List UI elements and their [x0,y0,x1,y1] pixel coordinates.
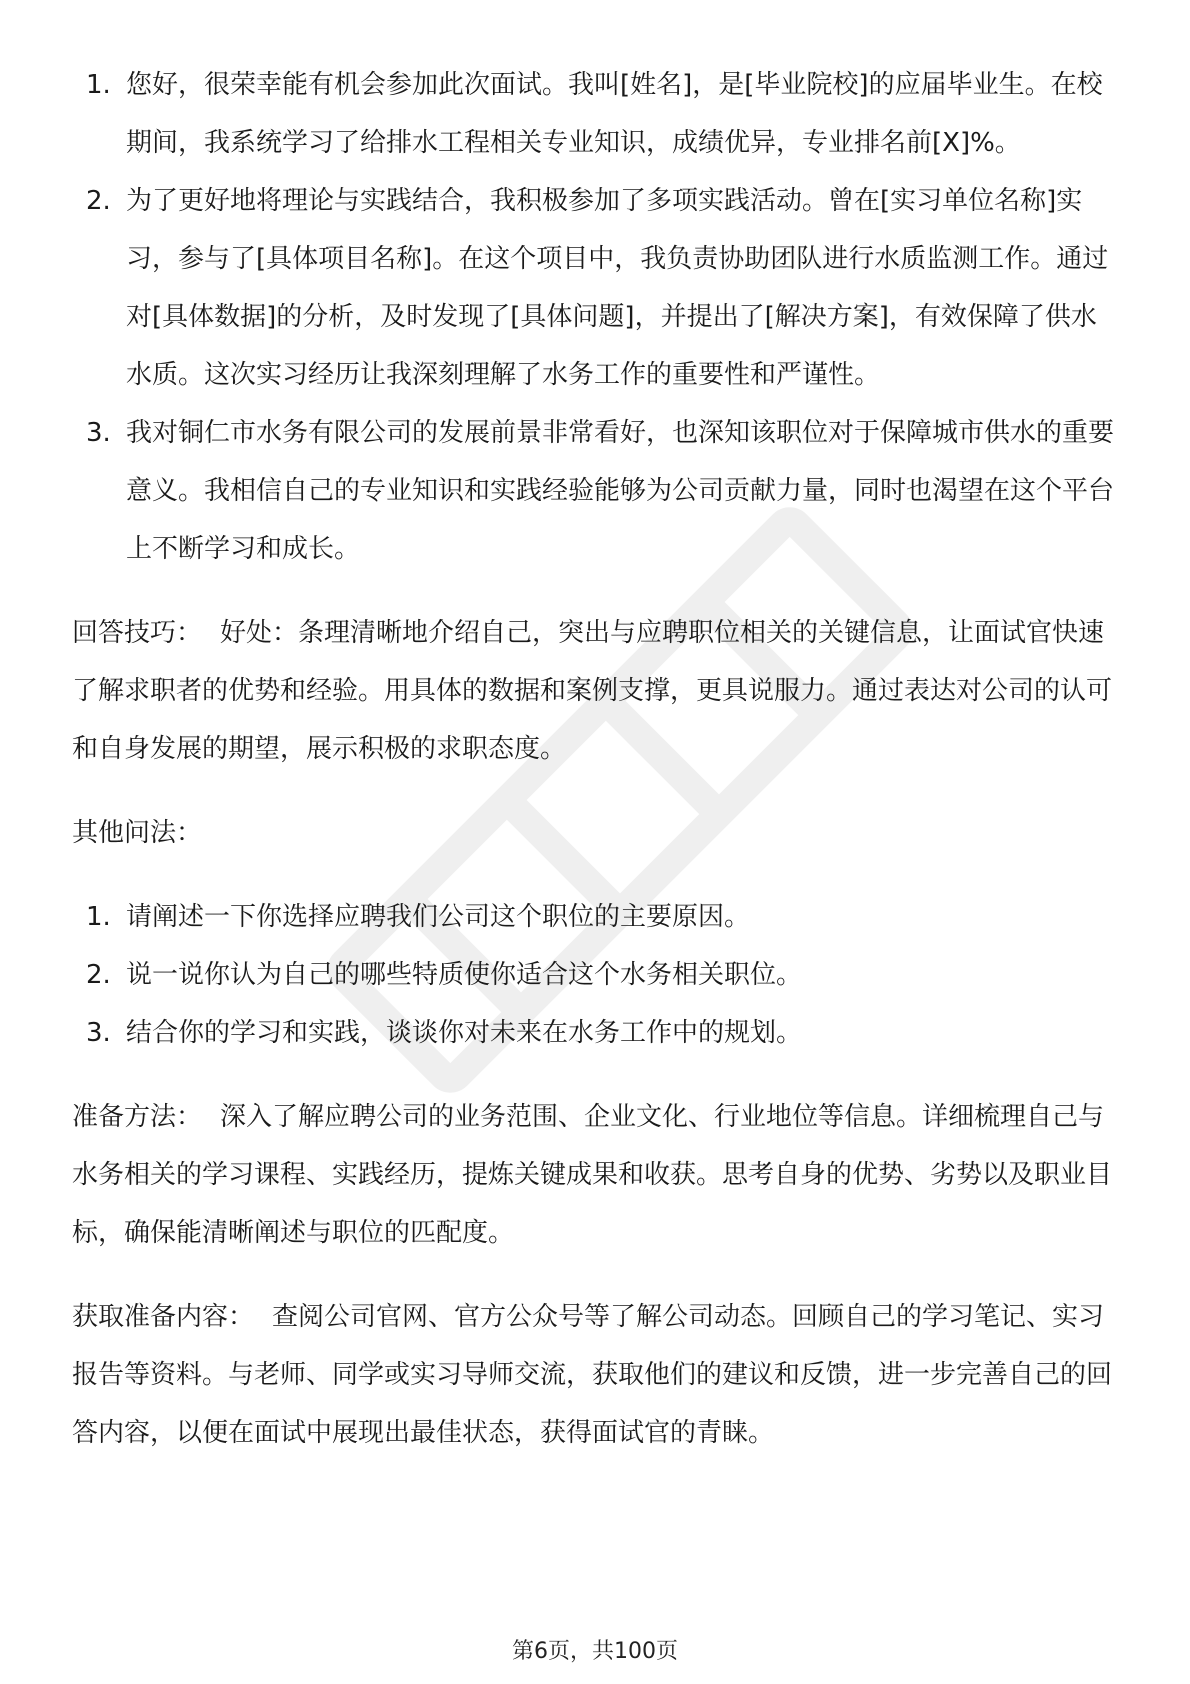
answer-point [72,56,1122,172]
other-question-item [72,946,1122,1004]
list-number: 2. [86,960,111,990]
other-question-item [72,1004,1122,1062]
answer-point-text: 您好，很荣幸能有机会参加此次面试。我叫[姓名]，是[毕业院校]的应届毕业生。在校期间，我系统学习了给排水工程相关专业知识，成绩优异，专业排名前[X]%。 [126,70,1103,158]
list-number: 1. [86,902,111,932]
list-number: 1. [86,70,111,100]
list-number: 3. [86,418,111,448]
other-questions-heading: 其他问法： [72,818,203,848]
materials-paragraph [72,1288,1122,1462]
preparation-label: 准备方法： [72,1102,203,1132]
answer-point [72,172,1122,404]
other-question-text: 结合你的学习和实践，谈谈你对未来在水务工作中的规划。 [126,1018,803,1048]
document-body [72,56,1122,1462]
other-questions-list [72,888,1122,1062]
tips-paragraph [72,604,1122,778]
tips-text: 好处：条理清晰地介绍自己，突出与应聘职位相关的关键信息，让面试官快速了解求职者的优势和经验。用具体的数据和案例支撑，更具说服力。通过表达对公司的认可和自身发展的期望，展示积极的求职态度。 [72,618,1113,764]
other-question-text: 说一说你认为自己的哪些特质使你适合这个水务相关职位。 [126,960,803,990]
tips-label: 回答技巧： [72,618,203,648]
materials-label: 获取准备内容： [72,1302,255,1332]
list-number: 3. [86,1018,111,1048]
answer-points-list [72,56,1122,578]
preparation-text: 深入了解应聘公司的业务范围、企业文化、行业地位等信息。详细梳理自己与水务相关的学习课程、实践经历，提炼关键成果和收获。思考自身的优势、劣势以及职业目标，确保能清晰阐述与职位的匹配度。 [72,1102,1113,1248]
answer-point-text: 为了更好地将理论与实践结合，我积极参加了多项实践活动。曾在[实习单位名称]实习，参与了[具体项目名称]。在这个项目中，我负责协助团队进行水质监测工作。通过对[具体数据]的分析，及时发现了[具体问题]，并提出了[解决方案]，有效保障了供水水质。这次实习经历让我深刻理解了水务工作的重要性和严谨性。 [126,186,1109,390]
materials-text: 查阅公司官网、官方公众号等了解公司动态。回顾自己的学习笔记、实习报告等资料。与老师、同学或实习导师交流，获取他们的建议和反馈，进一步完善自己的回答内容，以便在面试中展现出最佳状态，获得面试官的青睐。 [72,1302,1113,1448]
other-question-text: 请阐述一下你选择应聘我们公司这个职位的主要原因。 [126,902,751,932]
answer-point [72,404,1122,578]
other-question-item [72,888,1122,946]
preparation-paragraph [72,1088,1122,1262]
list-number: 2. [86,186,111,216]
page-footer: 第6页，共100页 [512,1639,678,1664]
answer-point-text: 我对铜仁市水务有限公司的发展前景非常看好，也深知该职位对于保障城市供水的重要意义。我相信自己的专业知识和实践经验能够为公司贡献力量，同时也渴望在这个平台上不断学习和成长。 [126,418,1115,564]
